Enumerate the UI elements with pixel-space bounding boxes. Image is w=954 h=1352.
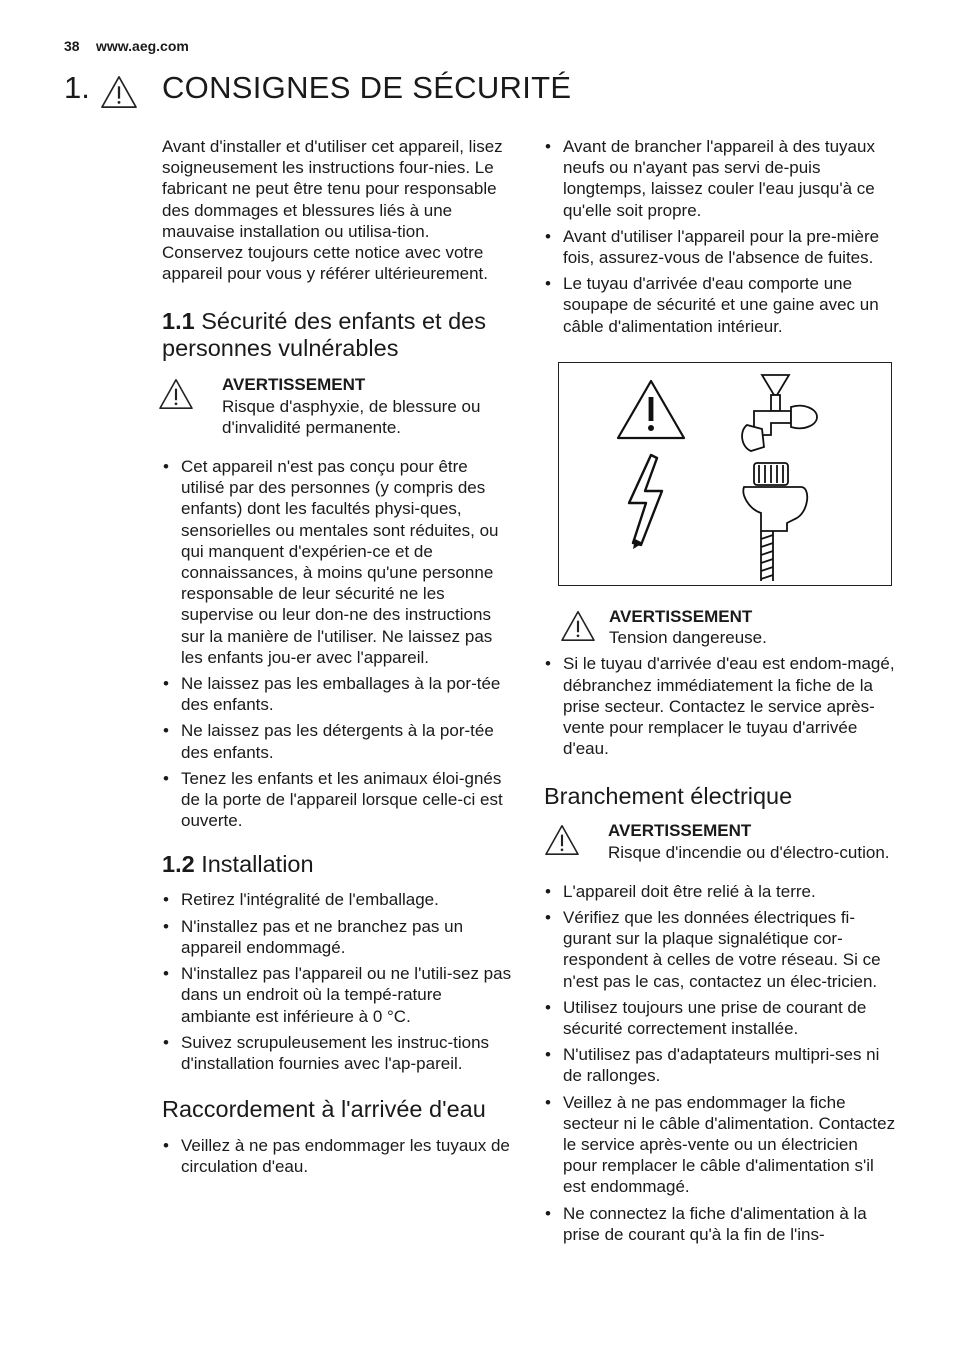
lightning-bolt-icon (629, 455, 662, 549)
list-item: • Ne laissez pas les emballages à la por-tée des enfants. (162, 673, 514, 715)
warning-text: Risque d'asphyxie, de blessure ou d'invalidité permanente. (222, 396, 481, 437)
electric-heading: Branchement électrique (544, 783, 793, 810)
water-list-after (544, 653, 896, 759)
intro-paragraph: Avant d'installer et d'utiliser cet appareil, lisez soigneusement les instructions four-nies. Le fabricant ne peut être tenu pour responsable des dommages et blessures liés à une mauvaise installation ou utilisa-tion. Conservez toujours cette notice avec votre appareil pour vous y référer ultérieurement. (162, 137, 503, 284)
warning-text: Tension dangereuse. (609, 628, 767, 648)
list-item: • Veillez à ne pas endommager la fiche secteur ni le câble d'alimentation. Contactez le service après-vente ou un électricien pour remplacer le câble d'alimentation s'il est endommagé. (544, 1092, 896, 1198)
section-number: 1.1 (162, 308, 195, 335)
warning-triangle-icon (618, 381, 684, 438)
list-item: • Utilisez toujours une prise de courant de sécurité correctement installée. (544, 997, 896, 1039)
list-item: • Tenez les enfants et les animaux éloi-gnés de la porte de l'appareil lorsque celle-ci est ouverte. (162, 768, 514, 832)
warning-title: AVERTISSEMENT (608, 821, 752, 841)
section-title: Sécurité des enfants et des personnes vulnérables (162, 308, 486, 362)
water-connection-heading: Raccordement à l'arrivée d'eau (162, 1096, 486, 1123)
website-url: www.aeg.com (96, 38, 189, 54)
list-item: • Vérifiez que les données électriques fi-gurant sur la plaque signalétique cor-respondent à celles de votre réseau. Si ce n'est pas le cas, contactez un élec-tricien. (544, 907, 896, 992)
right-column-lower (544, 606, 896, 1250)
warning-box-asphyxie (158, 374, 514, 438)
figure-drawing (559, 363, 890, 584)
section-1-1-list (162, 456, 514, 831)
warning-triangle-icon (560, 610, 596, 642)
list-item: • Retirez l'intégralité de l'emballage. (162, 889, 514, 910)
warning-title: AVERTISSEMENT (222, 375, 366, 395)
warning-box-tension (560, 606, 896, 648)
section-title: Installation (201, 851, 314, 878)
page-number: 38 (64, 38, 80, 54)
list-item: • Veillez à ne pas endommager les tuyaux de circulation d'eau. (162, 1135, 514, 1177)
warning-triangle-icon (544, 824, 580, 856)
chapter-number: 1. (64, 70, 90, 105)
list-item: • Avant d'utiliser l'appareil pour la pre-mière fois, assurez-vous de l'absence de fuites. (544, 226, 896, 268)
list-item: • N'installez pas et ne branchez pas un appareil endommagé. (162, 916, 514, 958)
electric-list (544, 881, 896, 1245)
list-item: • Si le tuyau d'arrivée d'eau est endom-magé, débranchez immédiatement la fiche de la prise secteur. Contactez le service après-vente pour remplacer le tuyau d'arrivée d'eau. (544, 653, 896, 759)
list-item: • Avant de brancher l'appareil à des tuyaux neufs ou n'ayant pas servi de-puis longtemps, laissez couler l'eau jusqu'à ce qu'elle soit propre. (544, 136, 896, 221)
warning-title: AVERTISSEMENT (609, 607, 753, 626)
warning-text: Risque d'incendie ou d'électro-cution. (608, 842, 890, 862)
water-list-left (162, 1135, 514, 1177)
water-hose-icon (743, 463, 807, 581)
list-item: • Suivez scrupuleusement les instruc-tions d'installation fournies avec l'ap-pareil. (162, 1032, 514, 1074)
section-1-1-heading (162, 308, 514, 362)
warning-triangle-icon (100, 75, 138, 109)
section-1-2-heading (162, 851, 514, 878)
list-item: • L'appareil doit être relié à la terre. (544, 881, 896, 902)
list-item: • Ne connectez la fiche d'alimentation à la prise de courant qu'à la fin de l'ins- (544, 1203, 896, 1245)
list-item: • Ne laissez pas les détergents à la por-tée des enfants. (162, 720, 514, 762)
warning-box-incendie (544, 820, 896, 862)
left-column (162, 136, 514, 1183)
water-hose-illustration (558, 362, 892, 586)
water-tap-icon (742, 375, 817, 451)
list-item: • N'installez pas l'appareil ou ne l'utili-sez pas dans un endroit où la tempé-rature ambiante est inférieure à 0 °C. (162, 963, 514, 1027)
section-number: 1.2 (162, 851, 195, 878)
water-list-right (544, 136, 896, 337)
warning-triangle-icon (158, 378, 194, 410)
right-column (544, 136, 896, 342)
list-item: • Le tuyau d'arrivée d'eau comporte une soupape de sécurité et une gaine avec un câble d'alimentation intérieur. (544, 273, 896, 337)
list-item: • N'utilisez pas d'adaptateurs multipri-ses ni de rallonges. (544, 1044, 896, 1086)
section-1-2-list (162, 889, 514, 1074)
list-item: • Cet appareil n'est pas conçu pour être utilisé par des personnes (y compris des enfants) dont les facultés physi-ques, sensorielles ou mentales sont réduites, ou qui manquent d'expérien-ce et de connaissances, à moins qu'une personne responsable de leur sécurité ne les supervise ou leur don-ne des instructions sur la manière de l'utiliser. Ne laissez pas les enfants jou-er avec l'appareil. (162, 456, 514, 668)
chapter-title: CONSIGNES DE SÉCURITÉ (162, 70, 572, 105)
